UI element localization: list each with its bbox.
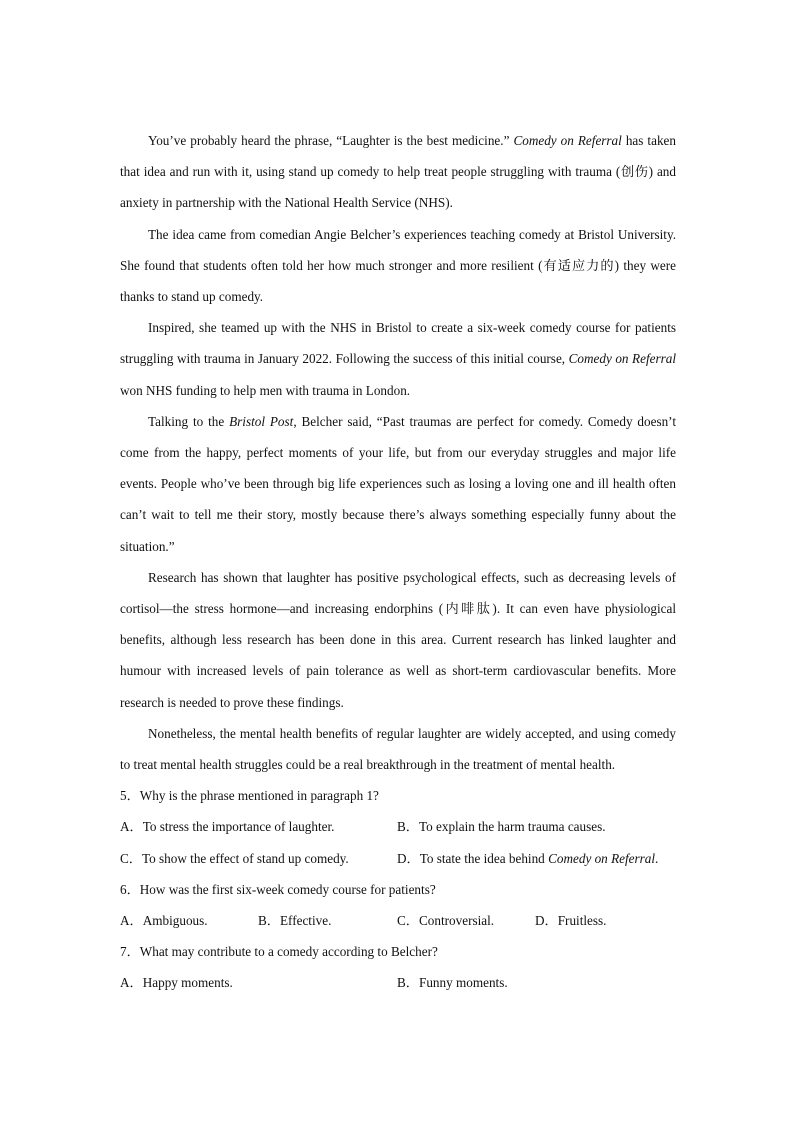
option-text: Funny moments. [418, 975, 508, 991]
option-text: To state the idea behind [419, 850, 549, 866]
paragraph-5: Research has shown that laughter has positive psychological effects, such as decreasing levels of cortisol—the stress hormone—and increasing endorphins (内啡肽). It can even have physiological benefits, although less research has been done in this area. Current research has linked laughter and humour with increased levels of pain tolerance as well as short-term cardiovascular benefits. More research is needed to prove these findings. [120, 569, 676, 710]
paragraph-3-text-b: won NHS funding to help men with trauma in London. [120, 382, 411, 398]
question-7-option-b[interactable] [397, 967, 508, 998]
option-text: Controversial. [418, 913, 495, 929]
paragraph-4 [120, 406, 676, 562]
question-6-option-c[interactable] [397, 905, 494, 936]
option-text: Fruitless. [557, 913, 607, 929]
question-5-options-row-1 [120, 811, 676, 842]
question-5-option-c[interactable] [120, 843, 349, 874]
option-text-end: . [655, 850, 659, 866]
option-text: To show the effect of stand up comedy. [141, 850, 349, 866]
paragraph-1-text-a: You’ve probably heard the phrase, “Laughter is the best medicine.” [148, 133, 514, 148]
option-label: C． [120, 850, 142, 866]
paragraph-4-text-b: , Belcher said, “Past traumas are perfect for comedy. Comedy doesn’t come from the happy, perfect moments of your life, but from our everyday struggles and major life events. People who’ve been through big life experiences such as losing a loving one and ill health often can’t wait to tell me their story, mostly because there’s always something especially funny about the situation.” [120, 413, 677, 554]
question-5-stem: 5．Why is the phrase mentioned in paragraph 1? [120, 788, 379, 804]
paragraph-4-text-a: Talking to the [148, 413, 230, 429]
option-label: A． [120, 913, 143, 929]
question-5-option-b[interactable] [397, 811, 606, 842]
option-label: B． [397, 975, 419, 991]
option-text: To stress the importance of laughter. [142, 819, 335, 835]
question-6-option-a[interactable] [120, 905, 208, 936]
question-6-options-row [120, 905, 676, 936]
question-7-options-row [120, 967, 676, 998]
option-text: Ambiguous. [142, 913, 208, 929]
paragraph-2: The idea came from comedian Angie Belcher’s experiences teaching comedy at Bristol University. She found that students often told her how much stronger and more resilient (有适应力的) they were thanks to stand up comedy. [120, 226, 676, 305]
question-5-option-d[interactable] [397, 843, 658, 874]
question-6-stem: 6．How was the first six-week comedy course for patients? [120, 881, 436, 897]
paragraph-3-title-italic: Comedy on Referral [568, 351, 676, 367]
option-text: Happy moments. [142, 975, 233, 991]
paragraph-1-text-b: has taken that idea and run with it, using stand up comedy to help treat people struggling with trauma (创伤) and anxiety in partnership with the National Health Service (NHS). [120, 133, 676, 211]
option-label: C． [397, 913, 419, 929]
question-5-options-row-2 [120, 843, 676, 874]
option-text: To explain the harm trauma causes. [418, 819, 606, 835]
option-label: A． [120, 819, 143, 835]
option-label: B． [397, 819, 419, 835]
option-label: B． [258, 913, 280, 929]
question-6-option-d[interactable] [535, 905, 606, 936]
paragraph-4-source-italic: Bristol Post [229, 413, 294, 429]
option-label: A． [120, 975, 143, 991]
option-text: Effective. [279, 913, 332, 929]
paragraph-1-title-italic: Comedy on Referral [513, 133, 622, 148]
question-6-option-b[interactable] [258, 905, 331, 936]
option-text-italic: Comedy on Referral [548, 850, 656, 866]
option-label: D． [397, 850, 420, 866]
question-5-option-a[interactable] [120, 811, 334, 842]
question-7-option-a[interactable] [120, 967, 233, 998]
option-label: D． [535, 913, 558, 929]
question-7-stem: 7．What may contribute to a comedy according to Belcher? [120, 944, 438, 960]
paragraph-3 [120, 312, 676, 406]
paragraph-3-text-a: Inspired, she teamed up with the NHS in Bristol to create a six-week comedy course for patients struggling with trauma in January 2022. Following the success of this initial course, [120, 320, 676, 367]
paragraph-6: Nonetheless, the mental health benefits of regular laughter are widely accepted, and using comedy to treat mental health struggles could be a real breakthrough in the treatment of mental health. [120, 725, 676, 773]
paragraph-1 [120, 125, 676, 219]
